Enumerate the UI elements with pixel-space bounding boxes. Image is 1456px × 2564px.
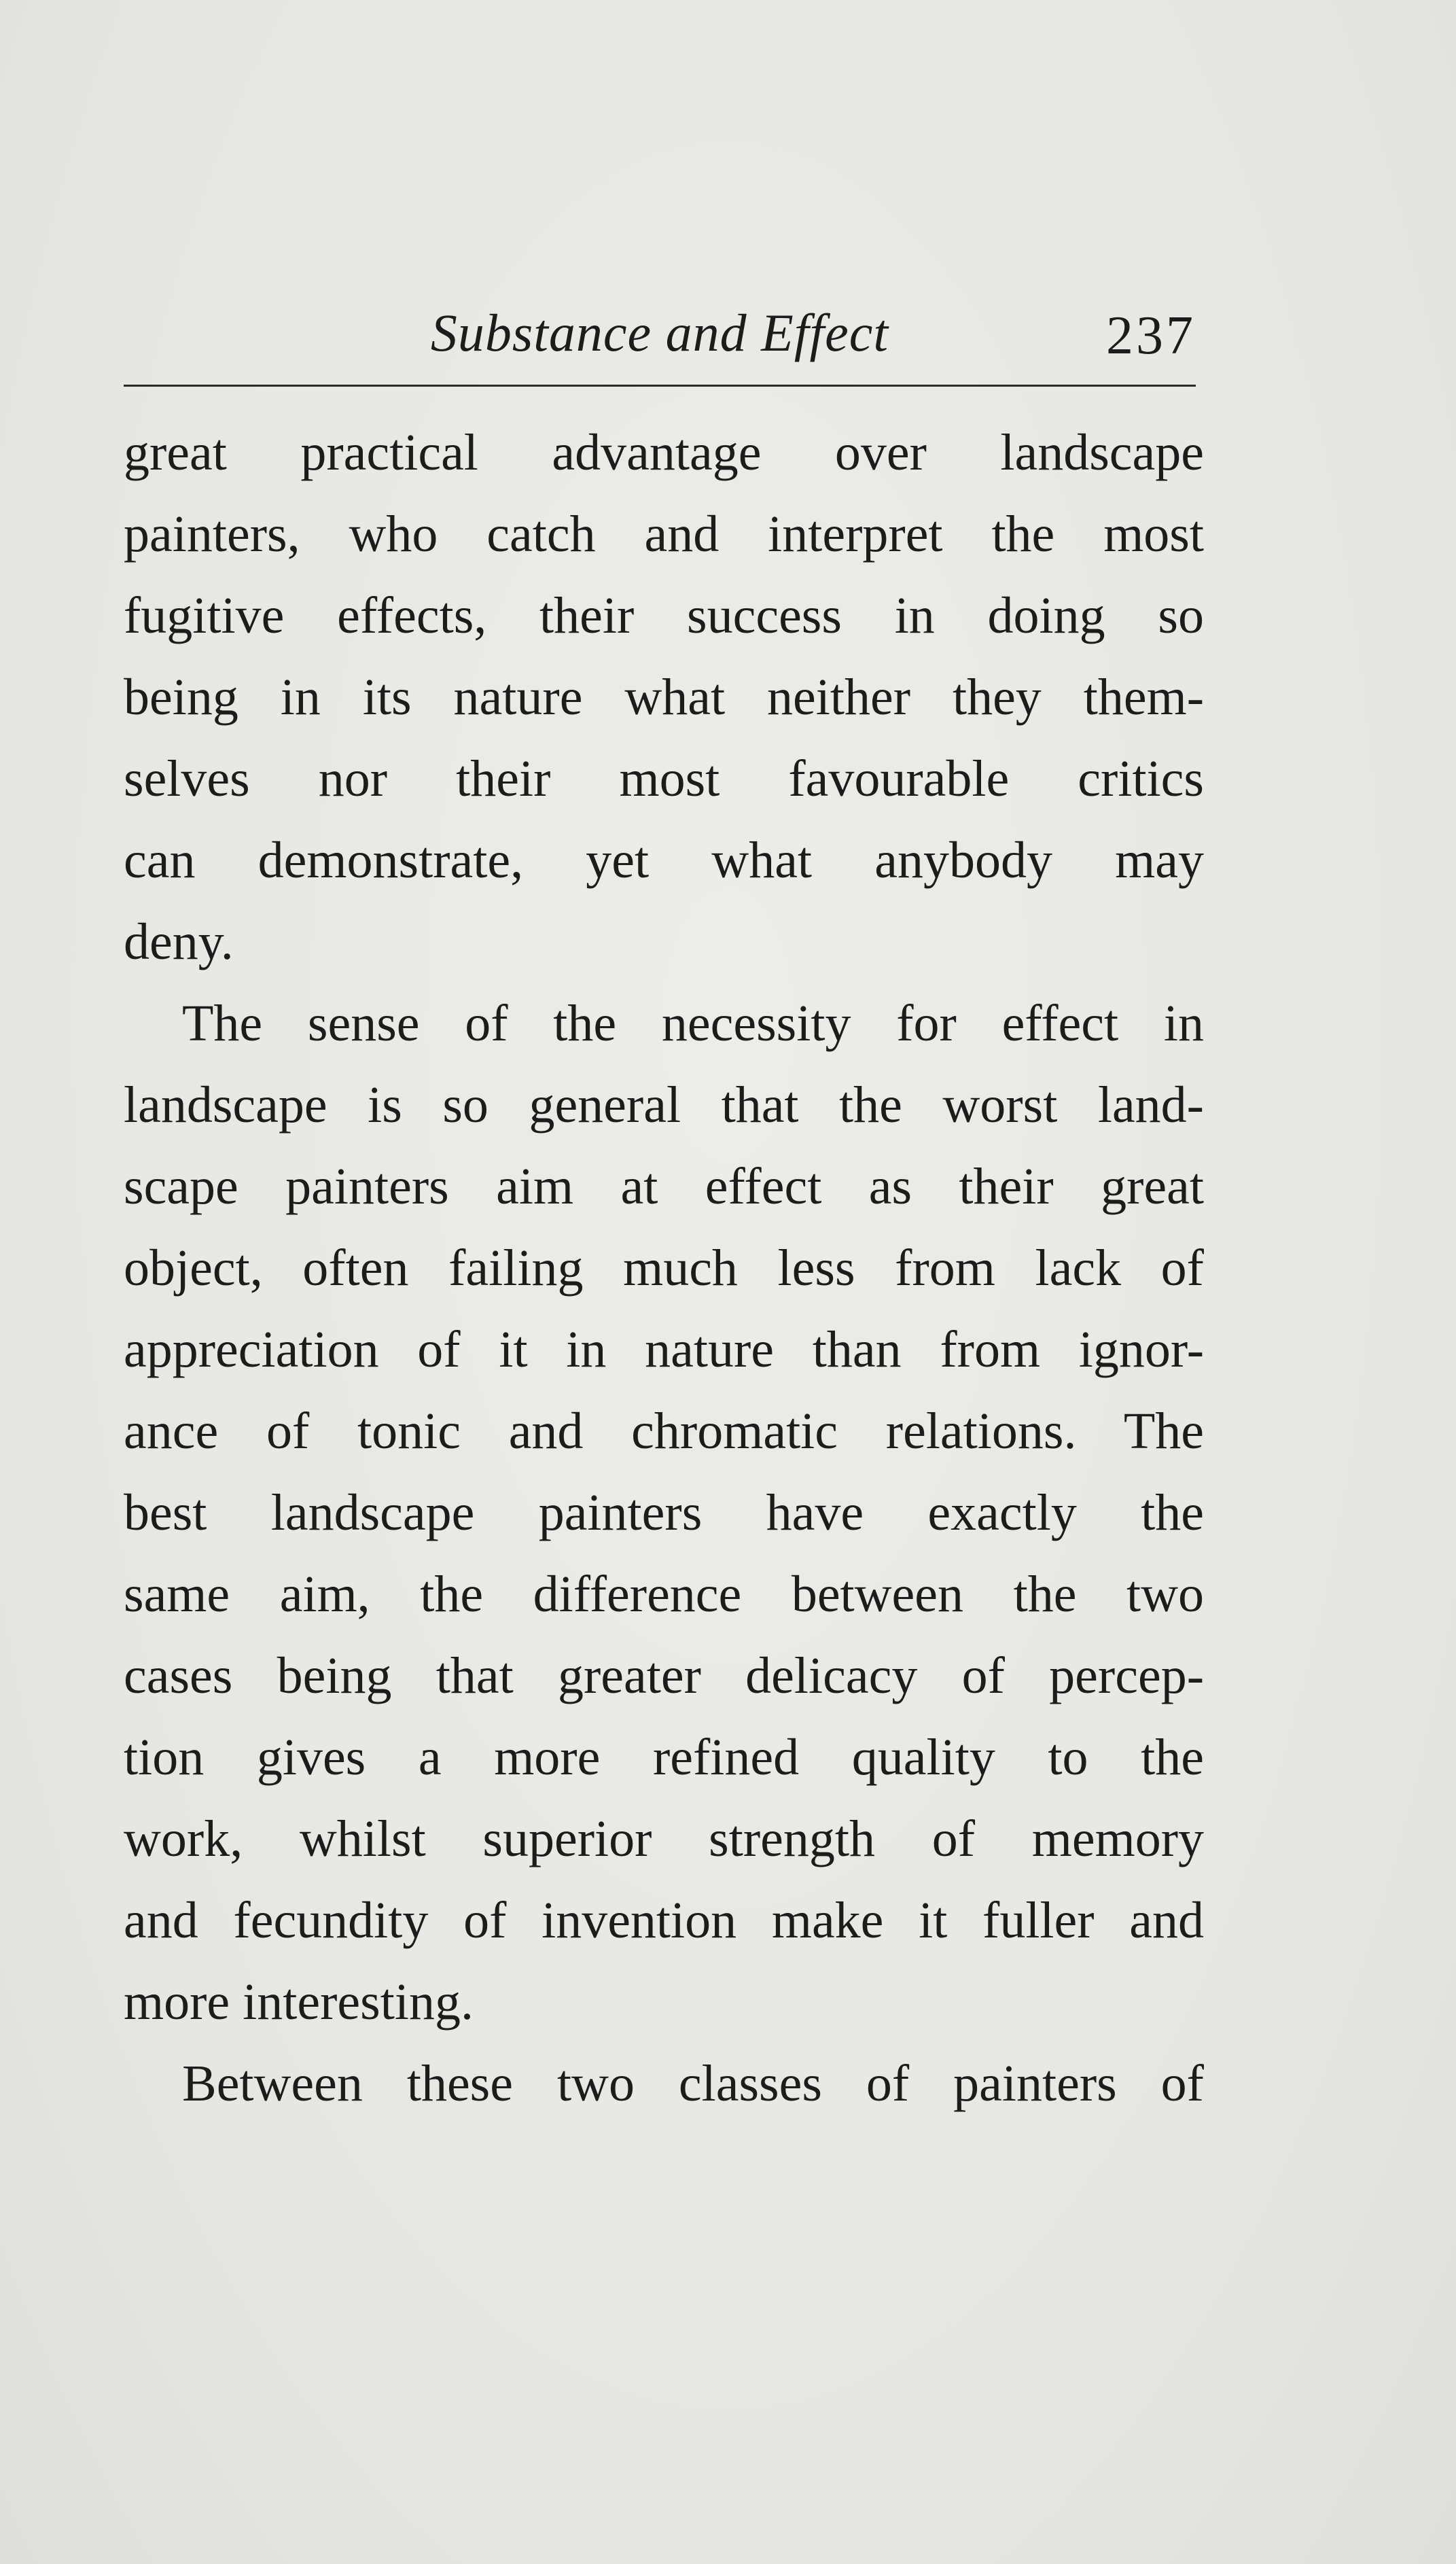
text-line: cases being that greater delicacy of percep- [124, 1647, 1204, 1704]
text-line: tion gives a more refined quality to the [124, 1729, 1204, 1786]
text-line: more interesting. [124, 1973, 474, 2031]
text-line: best landscape painters have exactly the [124, 1484, 1204, 1541]
text-line: being in its nature what neither they them- [124, 669, 1204, 726]
text-line: work, whilst superior strength of memory [124, 1810, 1204, 1867]
text-line: Between these two classes of painters of [182, 2055, 1204, 2112]
text-line: deny. [124, 913, 234, 970]
text-line: The sense of the necessity for effect in [182, 995, 1204, 1052]
text-line: same aim, the difference between the two [124, 1566, 1204, 1623]
text-line: scape painters aim at effect as their great [124, 1158, 1204, 1215]
page-number: 237 [1106, 306, 1196, 366]
text-line: fugitive effects, their success in doing so [124, 587, 1204, 644]
text-line: and fecundity of invention make it fuller and [124, 1892, 1204, 1949]
text-line: ance of tonic and chromatic relations. The [124, 1403, 1204, 1460]
text-line: can demonstrate, yet what anybody may [124, 832, 1204, 889]
header-rule [124, 385, 1196, 387]
text-line: appreciation of it in nature than from ignor- [124, 1321, 1204, 1378]
text-line: great practical advantage over landscape [124, 424, 1204, 481]
text-line: selves nor their most favourable critics [124, 750, 1204, 807]
page-header [124, 299, 1196, 381]
text-line: landscape is so general that the worst land- [124, 1076, 1204, 1134]
text-line: object, often failing much less from lack of [124, 1240, 1204, 1297]
body-text [124, 412, 1204, 2124]
text-line: painters, who catch and interpret the most [124, 506, 1204, 563]
running-title: Substance and Effect [430, 303, 889, 362]
